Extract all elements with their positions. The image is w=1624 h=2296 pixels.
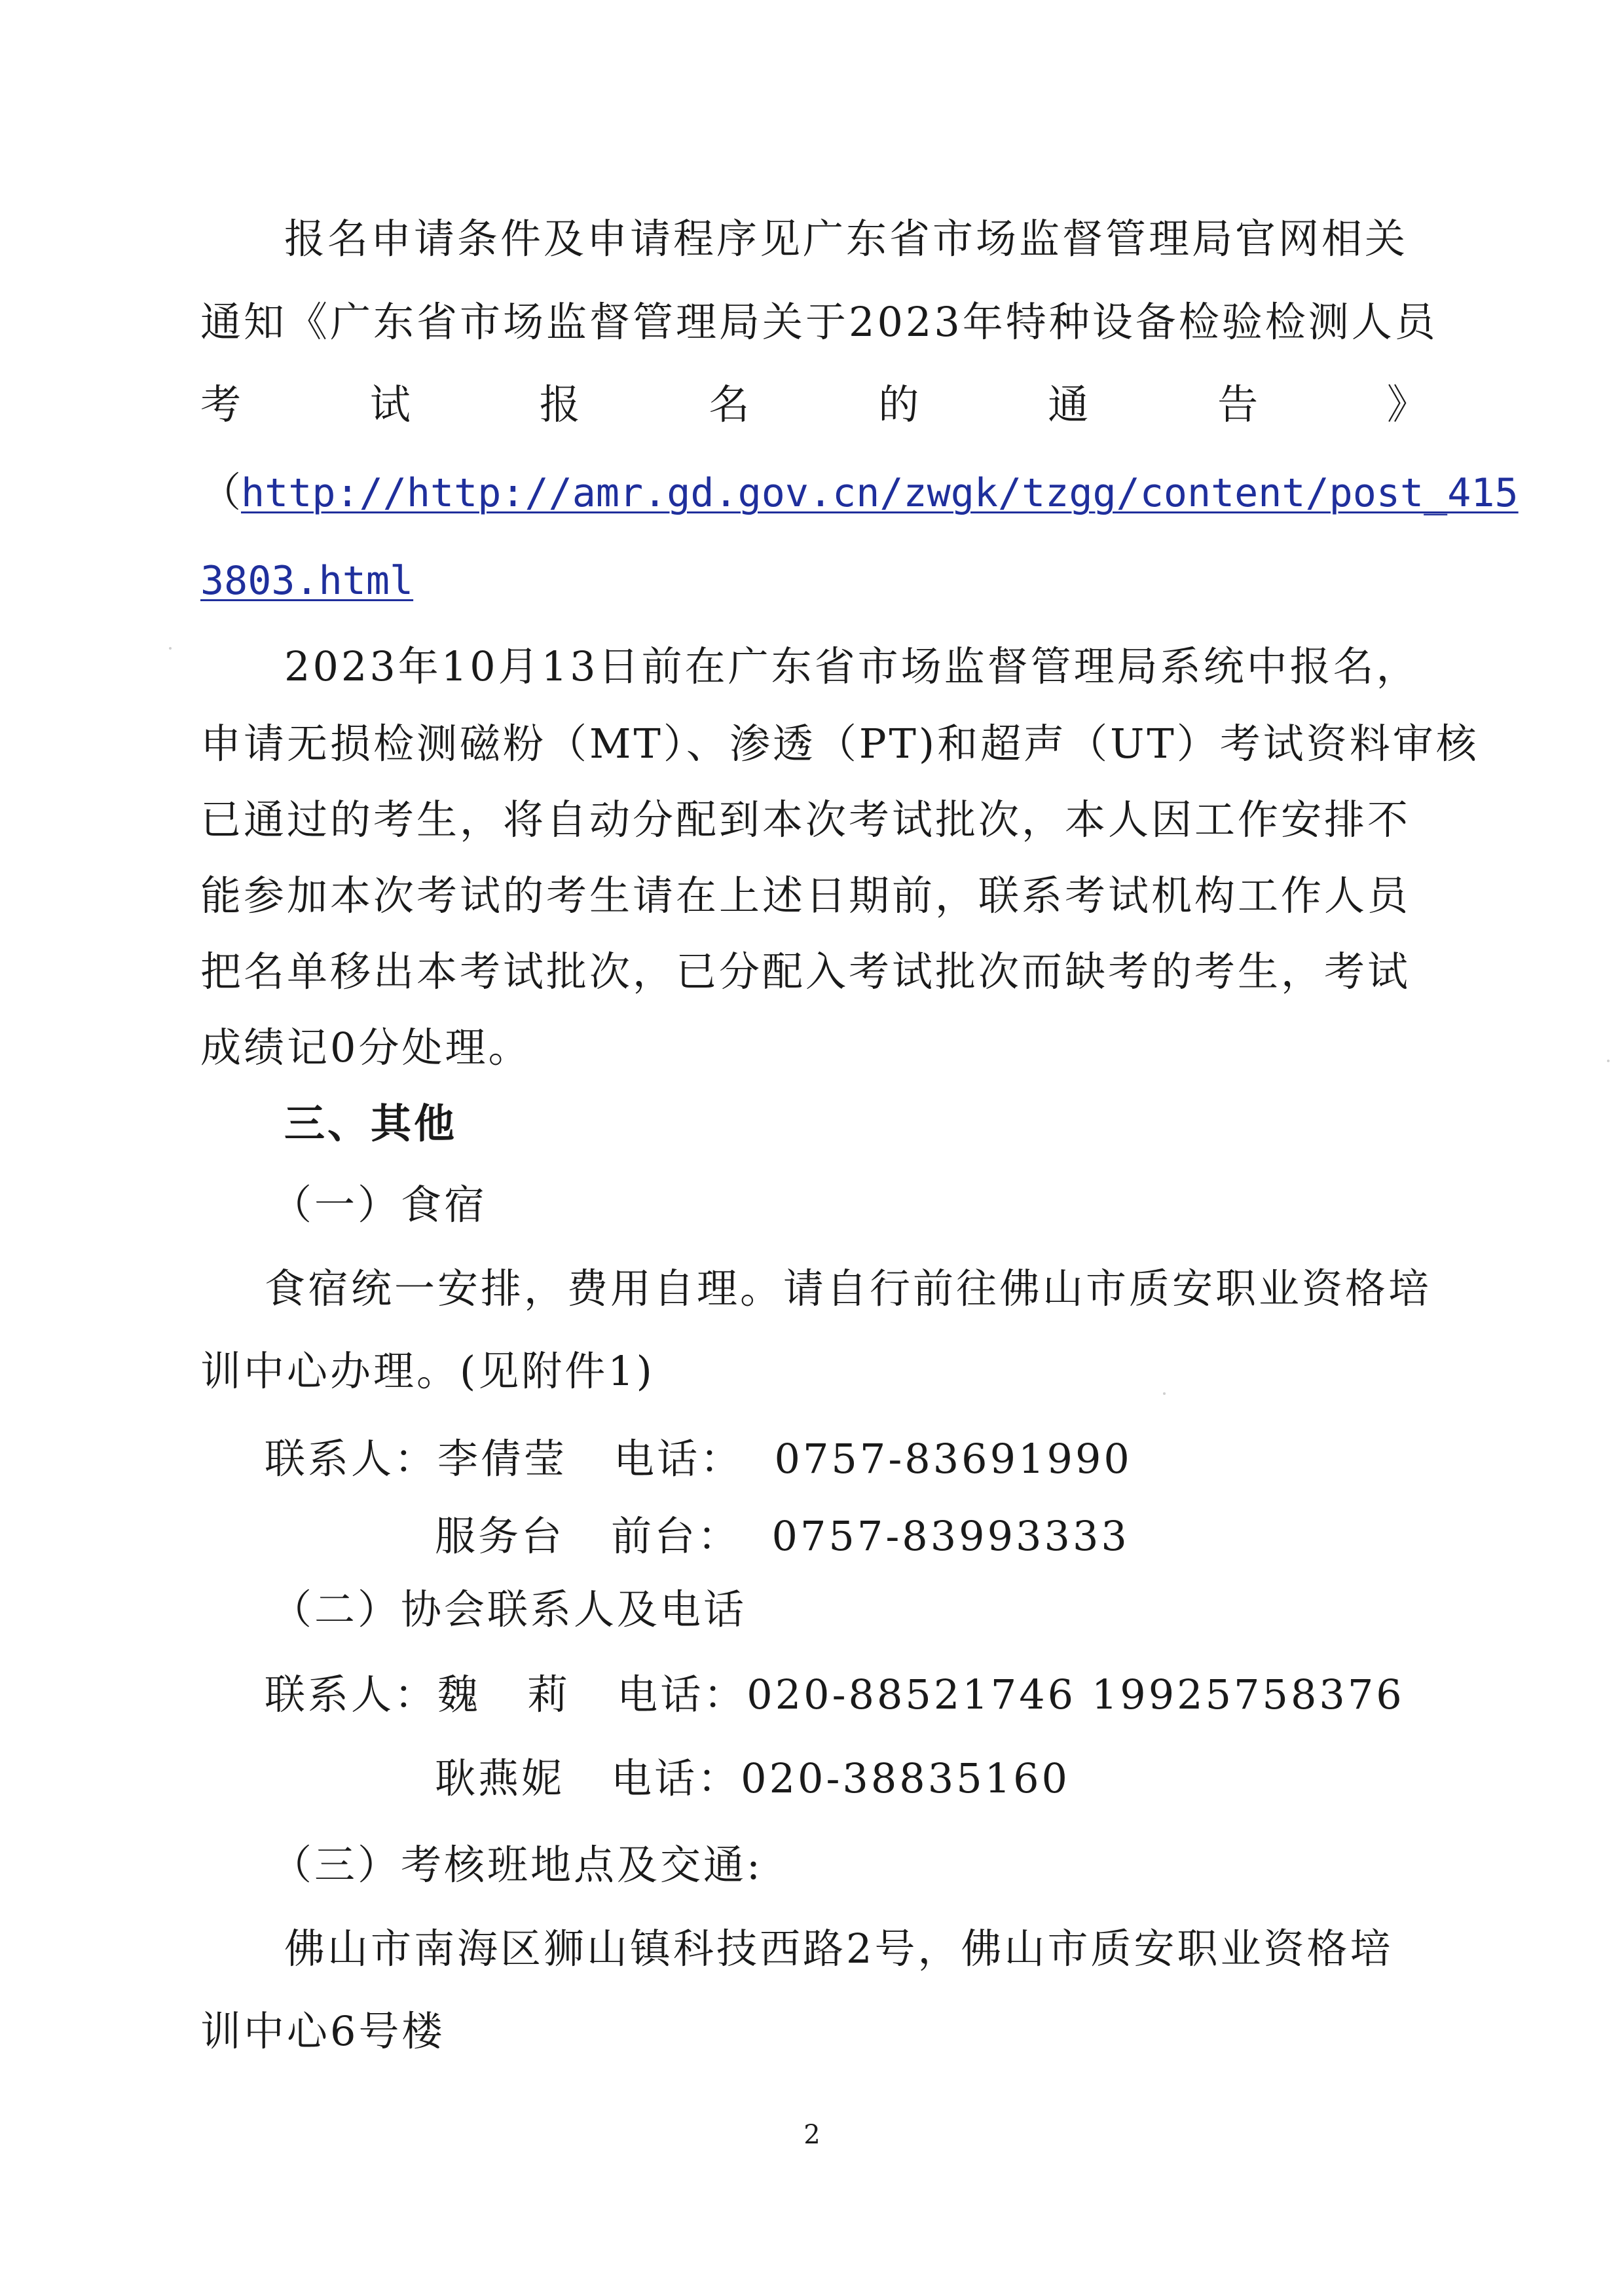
sub-2-contact-line-1: 联系人：魏 莉 电话：020-88521746 19925758376	[265, 1671, 1405, 1718]
spread-char: 通	[1048, 380, 1089, 428]
sub-1-contact-line-2: 服务台 前台： 0757-83993333	[435, 1512, 1130, 1560]
spread-char: 的	[878, 380, 919, 428]
open-paren: （	[200, 468, 242, 516]
spread-char: 》	[1386, 380, 1428, 428]
sub-3-body-line-1: 佛山市南海区狮山镇科技西路2号，佛山市质安职业资格培	[284, 1925, 1393, 1972]
sub-2-contact-line-2: 耿燕妮 电话：020-38835160	[435, 1754, 1070, 1802]
paragraph-1-line-2: 通知《广东省市场监督管理局关于2023年特种设备检验检测人员	[200, 298, 1438, 346]
paragraph-1-line-4	[200, 466, 1519, 519]
sub-2-heading: （二）协会联系人及电话	[271, 1585, 747, 1633]
spread-char: 报	[539, 380, 580, 428]
sub-1-body-line-1: 食宿统一安排，费用自理。请自行前往佛山市质安职业资格培	[265, 1265, 1432, 1312]
paragraph-2-line-5: 把名单移出本考试批次，已分配入考试批次而缺考的考生，考试	[200, 948, 1411, 995]
paragraph-2-line-4: 能参加本次考试的考生请在上述日期前，联系考试机构工作人员	[200, 872, 1411, 919]
sub-3-heading: （三）考核班地点及交通:	[271, 1841, 763, 1889]
sub-3-body-line-2: 训中心6号楼	[200, 2007, 445, 2055]
notice-link-part-2[interactable]: 3803.html	[200, 558, 414, 604]
paragraph-1-line-3	[200, 379, 1428, 431]
scan-speck	[169, 647, 172, 650]
scan-speck	[1163, 1392, 1166, 1395]
paragraph-2-line-1: 2023年10月13日前在广东省市场监督管理局系统中报名，	[284, 642, 1420, 690]
section-3-heading: 三、其他	[284, 1100, 458, 1147]
sub-1-body-line-2: 训中心办理。(见附件1)	[200, 1347, 655, 1395]
spread-char: 告	[1217, 380, 1259, 428]
paragraph-2-line-6: 成绩记0分处理。	[200, 1024, 532, 1071]
spread-char: 试	[369, 380, 411, 428]
page-number: 2	[803, 2120, 821, 2150]
spread-char: 考	[200, 380, 242, 428]
paragraph-1-line-1: 报名申请条件及申请程序见广东省市场监督管理局官网相关	[284, 215, 1409, 263]
paragraph-2-line-2: 申请无损检测磁粉（MT）、渗透（PT)和超声（UT）考试资料审核	[200, 720, 1479, 768]
paragraph-2-line-3: 已通过的考生，将自动分配到本次考试批次，本人因工作安排不	[200, 796, 1411, 843]
spread-char: 名	[709, 380, 750, 428]
sub-1-contact-line-1: 联系人：李倩莹 电话： 0757-83691990	[265, 1435, 1132, 1483]
notice-link-part-1[interactable]: http://http://amr.gd.gov.cn/zwgk/tzgg/content/post_415	[241, 470, 1519, 516]
sub-1-heading: （一）食宿	[271, 1181, 488, 1229]
scan-speck	[1607, 1060, 1610, 1062]
paragraph-1-line-5	[200, 554, 413, 607]
